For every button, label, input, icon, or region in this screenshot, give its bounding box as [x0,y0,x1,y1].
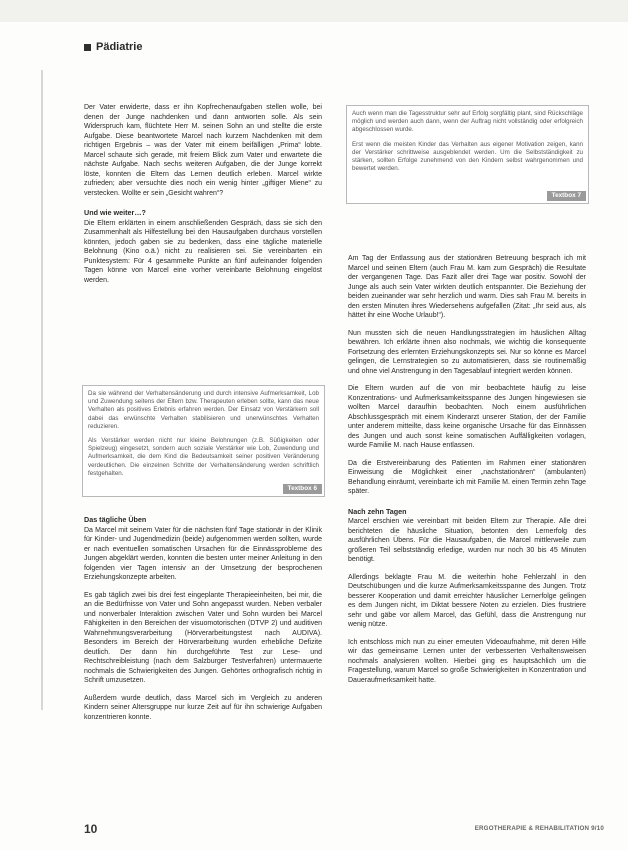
section-heading: Das tägliche Üben [84,515,147,524]
textbox-paragraph: Auch wenn man die Tagesstruktur sehr auf Erfolg sorgfältig plant, sind Rückschläge möglich und werden auch dann, wenn der Auftrag nicht vollständig oder erfolgreich abgeschlossen wurde. [352,110,583,134]
textbox-paragraph: Da sie während der Verhaltensänderung und durch intensive Aufmerksamkeit, Lob und Zuwendung seitens der Eltern bzw. Therapeuten erleben sollte, kann das neue Verhalten als positives Erlebnis erfahren werden. Der Einsatz von Verstärkern soll dabei das erwünschte Verhalten stabilisieren und unerwünschtes Verhalten reduzieren. [88,390,319,430]
section-header [84,41,142,53]
body-paragraph: Allerdings beklagte Frau M. die weiterhin hohe Fehlerzahl in den Deutschübungen und die kurze Aufmerksamkeitsspanne des Jungen. Trotz besserer Kooperation und damit erreichter häuslicher Lernerfolge gelingen es dem Jungen nicht, im Diktat bessere Noten zu erzielen. Dies frustriere sehr und gäbe vor allem Marcel, das Gefühl, dass die Anstrengung nur wenig nütze. [348,573,586,628]
body-paragraph: Nun mussten sich die neuen Handlungsstrategien im häuslichen Alltag bewähren. Ich erklärte ihnen also nochmals, wie wichtig die konsequente Fortsetzung des erlernten Erziehungskonzepts sei. Nur so könne es Marcel gelingen, die Lernstrategien so zu automatisieren, dass sie routinemäßig und ohne viel Anstrengung in den Tagesablauf integriert werden können. [348,329,586,375]
section-heading: Und wie weiter…? [84,208,146,217]
body-paragraph: Da die Erstvereinbarung des Patienten im Rahmen einer stationären Einweisung die Möglichkeit einer „nachstationären“ (ambulanten) Behandlung einräumt, vereinbarte ich mit Familie M. einen Termin zehn Tage später. [348,459,586,495]
square-bullet-icon [84,44,91,51]
textbox-label: Textbox 6 [283,484,322,494]
scan-top-band [0,0,628,22]
textbox-7 [346,105,589,204]
textbox-paragraph: Erst wenn die meisten Kinder das Verhalten aus eigener Motivation zeigen, kann der Verstärker schrittweise ausgeblendet werden. Um die Selbstständigkeit zu stärken, sollten Erfolge zunehmend von den Kindern selbst wahrgenommen und bewertet werden. [352,140,583,173]
body-paragraph: Da Marcel mit seinem Vater für die nächsten fünf Tage stationär in der Klinik für Kinder- und Jugendmedizin (beide) aufgenommen werden sollten, wurde er nach eventuellen somatischen Ursachen für die Einnässprobleme des Jungen abgeklärt werden, konnten die besten unter meiner Anleitung in den folgenden vier Tagen intensiv an der Umsetzung der besprochenen Erziehungskonzepte arbeiten. [84,526,322,581]
section-title: Pädiatrie [96,41,143,53]
textbox-paragraph: Als Verstärker werden nicht nur kleine Belohnungen (z.B. Süßigkeiten oder Spielzeug) eingesetzt, sondern auch soziale Verstärker wie Lob, Zuwendung und Aufmerksamkeit, die dem Kind die Bedeutsamkeit seiner positiven Veränderung verdeutlichen. Die einzelnen Schritte der Verhaltensänderung werden schriftlich festgehalten. [88,437,319,477]
margin-rule [41,70,43,710]
body-paragraph: Ich entschloss mich nun zu einer erneuten Videoaufnahme, mit deren Hilfe wir das gemeinsame Lernen unter der verbesserten Verhaltensweisen nochmals analysieren wollten. Hierbei ging es hauptsächlich um die Fragestellung, warum Marcel so große Schwierigkeiten in Konzentration und Daueraufmerksamkeit hatte. [348,638,586,684]
textbox-label: Textbox 7 [547,191,586,201]
right-column [348,254,586,693]
body-paragraph: Am Tag der Entlassung aus der stationären Betreuung besprach ich mit Marcel und seinen Eltern (auch Frau M. kam zum Gespräch) die Resultate der vergangenen Tage. Das Fazit aller drei Tage war positiv. Sowohl der Junge als auch sein Vater wirkten deutlich entspannter. Die Beziehung der beiden zueinander war sehr herzlich und warm. Dies sah Frau M. bereits in den ersten Minuten ihres Wiedersehens aufgefallen (Zitat: „Ihr seid aus, als hättet ihr eine Woche Urlaub!“). [348,255,586,319]
body-paragraph: Die Eltern wurden auf die von mir beobachtete häufig zu leise Konzentrations- und Aufmerksamkeitsspanne des Jungen hingewiesen sie wollten Marcel daraufhin beobachten. Noch einem ausführlichen Abschlussgespräch mit einem Kinderarzt unserer Station, der der Familie unter anderem mitteilte, dass keine organische Ursache für das Einnässen des Jungen und auch sonst keine somatischen Auffälligkeiten vorlagen, wurde Familie M. nach Hause entlassen. [348,385,586,449]
section-heading: Nach zehn Tagen [348,506,407,516]
textbox-6 [82,385,325,497]
body-paragraph: Außerdem wurde deutlich, dass Marcel sich im Vergleich zu anderen Kindern seiner Altersgruppe nur kurze Zeit auf für ihn schwierige Aufgaben konzentrieren konnte. [84,694,322,721]
page-number: 10 [84,822,98,836]
journal-name: ERGOTHERAPIE & REHABILITATION 9/10 [474,825,604,832]
body-paragraph: Der Vater erwiderte, dass er ihn Kopfrechenaufgaben stellen wolle, bei denen der Junge nachdenken und dann antworten solle. Als sein Widerspruch kam, flüchtete Herr M. seinen Sohn an und stellte die erste Aufgabe. Diese beantwortete Marcel nach kurzem Nachdenken mit dem richtigen Ergebnis – was der Vater mit einem beifälligen „Prima“ lobte. Marcel schaute sich gerade, mit freiem Blick zum Vater und erwartete die nächste Aufgabe. Nach sechs weiteren Aufgaben, die der Junge korrekt löste, konnten die Eltern das Lernen deutlich erleben. Marcel wirkte zufrieden; aber versuchte dies noch ein wenig hinter „giftiger Miene“ zu verstecken. Wollte er sein „Gesicht wahren“? [84,104,322,197]
body-paragraph: Es gab täglich zwei bis drei fest eingeplante Therapieeinheiten, bei mir, die an die Bedürfnisse von Vater und Sohn angepasst wurden. Neben verbaler und nonverbaler Interaktion zwischen Vater und Sohn wurden bei Marcel Fähigkeiten in den Bereichen der visuomotorischen (DTVP 2) und auditiven Wahrnehmungsverarbeitung (Hörverarbeitungstest nach AUDIVA). Besonders im Bereich der Hörverarbeitung wurden erhebliche Defizite deutlich. Der dann hin durchgeführte Test zur Lese- und Rechtschreibleistung (nach dem Salzburger Testverfahren) untermauerte nochmals die Schwierigkeiten des Jungen. Gehörtes orthografisch richtig in Schrift umzusetzen. [84,591,322,684]
body-paragraph: Marcel erschien wie vereinbart mit beiden Eltern zur Therapie. Alle drei berichteten die häusliche Situation, betonten den Lernerfolg des ausführlichen Übens. Für die Hausaufgaben, die Marcel mittlerweile zum größeren Teil selbstständig erledige, wurden nur noch 30 bis 45 Minuten benötigt. [348,518,586,563]
body-paragraph: Die Eltern erklärten in einem anschließenden Gespräch, dass sie sich den Zusammenhalt als Hilfestellung bei den Hausaufgaben durchaus vorstellen könnten, jedoch gaben sie zu bedenken, dass eine tägliche materielle Belohnung (Kino o.ä.) nicht zu realisieren sei. Sie vereinbarten ein Punktesystem: Für 4 gesammelte Punkte an fünf aufeinander folgenden Tagen könne von Marcel eine vorher vereinbarte Belohnung eingelöst werden. [84,219,322,284]
